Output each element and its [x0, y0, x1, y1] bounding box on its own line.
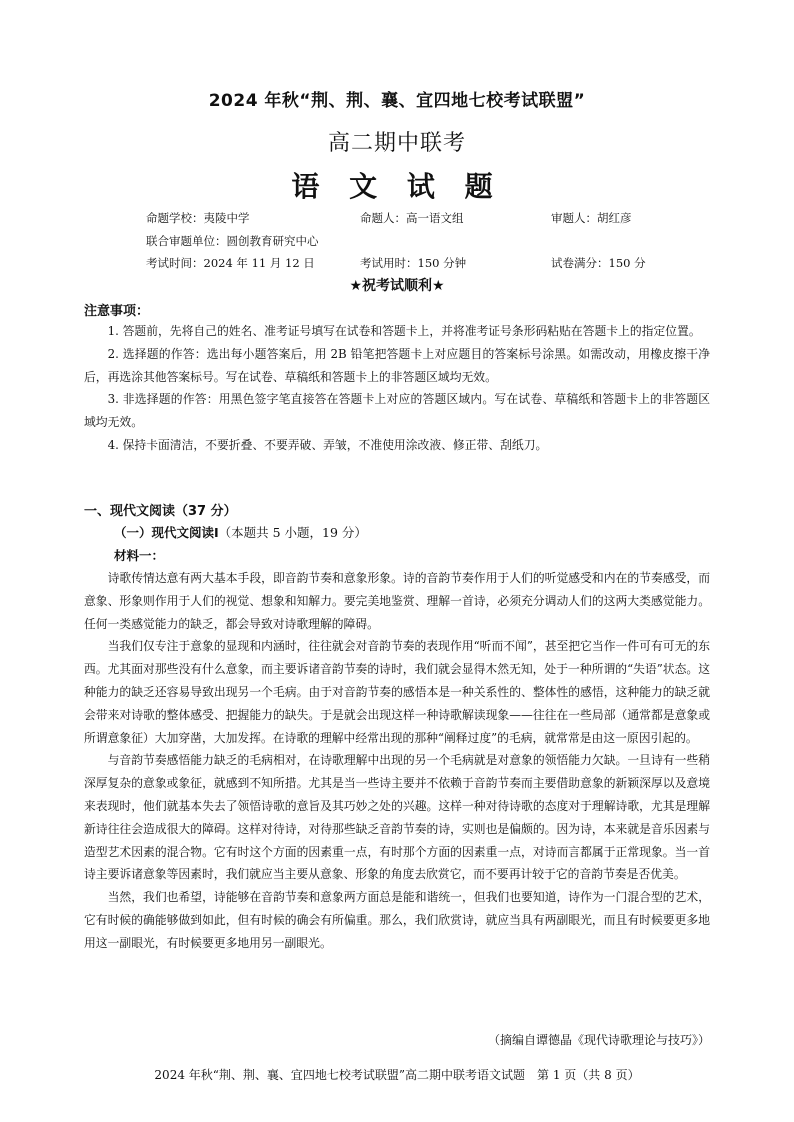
info-author: 命题人：高一语文组 — [360, 211, 464, 225]
passage-source: （摘编自谭德晶《现代诗歌理论与技巧》） — [487, 1033, 710, 1047]
info-score: 试卷满分：150 分 — [551, 256, 646, 270]
exam-union-title: 2024 年秋“荆、荆、襄、宜四地七校考试联盟” — [208, 91, 586, 111]
reading-passage — [84, 567, 710, 955]
passage-paragraph: 当我们仅专注于意象的显现和内涵时，往往就会对音韵节奏的表现作用“听而不闻”，甚至把它当作一件可有可无的东西。尤其面对那些没有什么意象，而主要诉诸音韵节奏的诗时，我们就会显得木然无知，处于一种所谓的“失语”状态。这种能力的缺乏还容易导致出现另一个毛病。由于对音韵节奏的感悟本是一种关系性的、整体性的感悟，这种能力的缺乏就会带来对诗歌的整体感受、把握能力的缺失。于是就会出现这样一种诗歌解读现象——往往在一些局部（通常都是意象或所谓意象征）大加穿凿，大加发挥。在诗歌的理解中经常出现的那种“阐释过度”的毛病，就常常是由这一原因引起的。 — [84, 639, 710, 745]
subsection-title — [114, 523, 367, 541]
note-item: 1. 答题前，先将自己的姓名、准考证号填写在试卷和答题卡上，并将准考证号条形码粘贴在答题卡上的指定位置。 — [107, 324, 701, 338]
subject-title: 语 文 试 题 — [291, 170, 503, 203]
info-joint-review: 联合审题单位：圆创教育研究中心 — [146, 234, 319, 248]
note-item: 3. 非选择题的作答：用黑色签字笔直接答在答题卡上对应的答题区域内。写在试卷、草稿纸和答题卡上的非答题区域均无效。 — [84, 392, 710, 430]
passage-paragraph: 当然，我们也希望，诗能够在音韵节奏和意象两方面总是能和谐统一，但我们也要知道，诗作为一门混合型的艺术，它有时候的确能够做到如此，但有时候的确会有所偏重。那么，我们欣赏诗，就应当具有两副眼光，而且有时候要更多地用这一副眼光，有时候要更多地用另一副眼光。 — [84, 890, 710, 950]
subsection-label: （一）现代文阅读Ⅰ — [114, 525, 219, 540]
good-luck-banner: ★祝考试顺利★ — [349, 278, 445, 294]
note-item: 2. 选择题的作答：选出每小题答案后，用 2B 铅笔把答题卡上对应题目的答案标号涂黑。如需改动，用橡皮擦干净后，再选涂其他答案标号。写在试卷、草稿纸和答题卡上的非答题区域均无效。 — [84, 346, 710, 384]
info-duration: 考试用时：150 分钟 — [360, 256, 467, 270]
info-date: 考试时间：2024 年 11 月 12 日 — [146, 256, 315, 270]
notes-title: 注意事项： — [84, 304, 150, 319]
section-title: 一、现代文阅读（37 分） — [84, 504, 237, 519]
note-item: 4. 保持卡面清洁，不要折叠、不要弄破、弄皱，不准使用涂改液、修正带、刮纸刀。 — [107, 437, 548, 452]
info-reviewer: 审题人：胡红彦 — [551, 211, 632, 225]
page-footer: 2024 年秋“荆、荆、襄、宜四地七校考试联盟”高二期中联考语文试题 第 1 页（共 8 页） — [154, 1068, 640, 1082]
subsection-note: （本题共 5 小题，19 分） — [218, 525, 367, 540]
passage-paragraph: 诗歌传情达意有两大基本手段，即音韵节奏和意象形象。诗的音韵节奏作用于人们的听觉感受和内在的节奏感受，而意象、形象则作用于人们的视觉、想象和知解力。要完美地鉴赏、理解一首诗，必须充分调动人们的这两大类感觉能力。任何一类感觉能力的缺乏，都会导致对诗歌理解的障碍。 — [84, 571, 710, 631]
notes-list — [84, 320, 710, 457]
passage-paragraph: 与音韵节奏感悟能力缺乏的毛病相对，在诗歌理解中出现的另一个毛病就是对意象的领悟能力欠缺。一旦诗有一些稍深厚复杂的意象或象征，就感到不知所措。尤其是当一些诗主要并不依赖于音韵节奏而主要借助意象的新颖深厚以及意境来表现时，他们就基本失去了领悟诗歌的意旨及其巧妙之处的兴趣。这样一种对待诗歌的态度对于理解诗歌，尤其是理解新诗往往会造成很大的障碍。这样对待诗，对待那些缺乏音韵节奏的诗，实则也是偏颇的。因为诗，本来就是音乐因素与造型艺术因素的混合物。它有时这个方面的因素重一点，有时那个方面的因素重一点，对诗而言都属于正常现象。当一首诗主要诉诸意象等因素时，我们就应当主要从意象、形象的角度去欣赏它，而不要再计较于它的音韵节奏是否优美。 — [84, 753, 710, 882]
material-label: 材料一： — [114, 548, 165, 563]
info-school: 命题学校：夷陵中学 — [146, 211, 250, 225]
exam-name: 高二期中联考 — [327, 131, 466, 156]
